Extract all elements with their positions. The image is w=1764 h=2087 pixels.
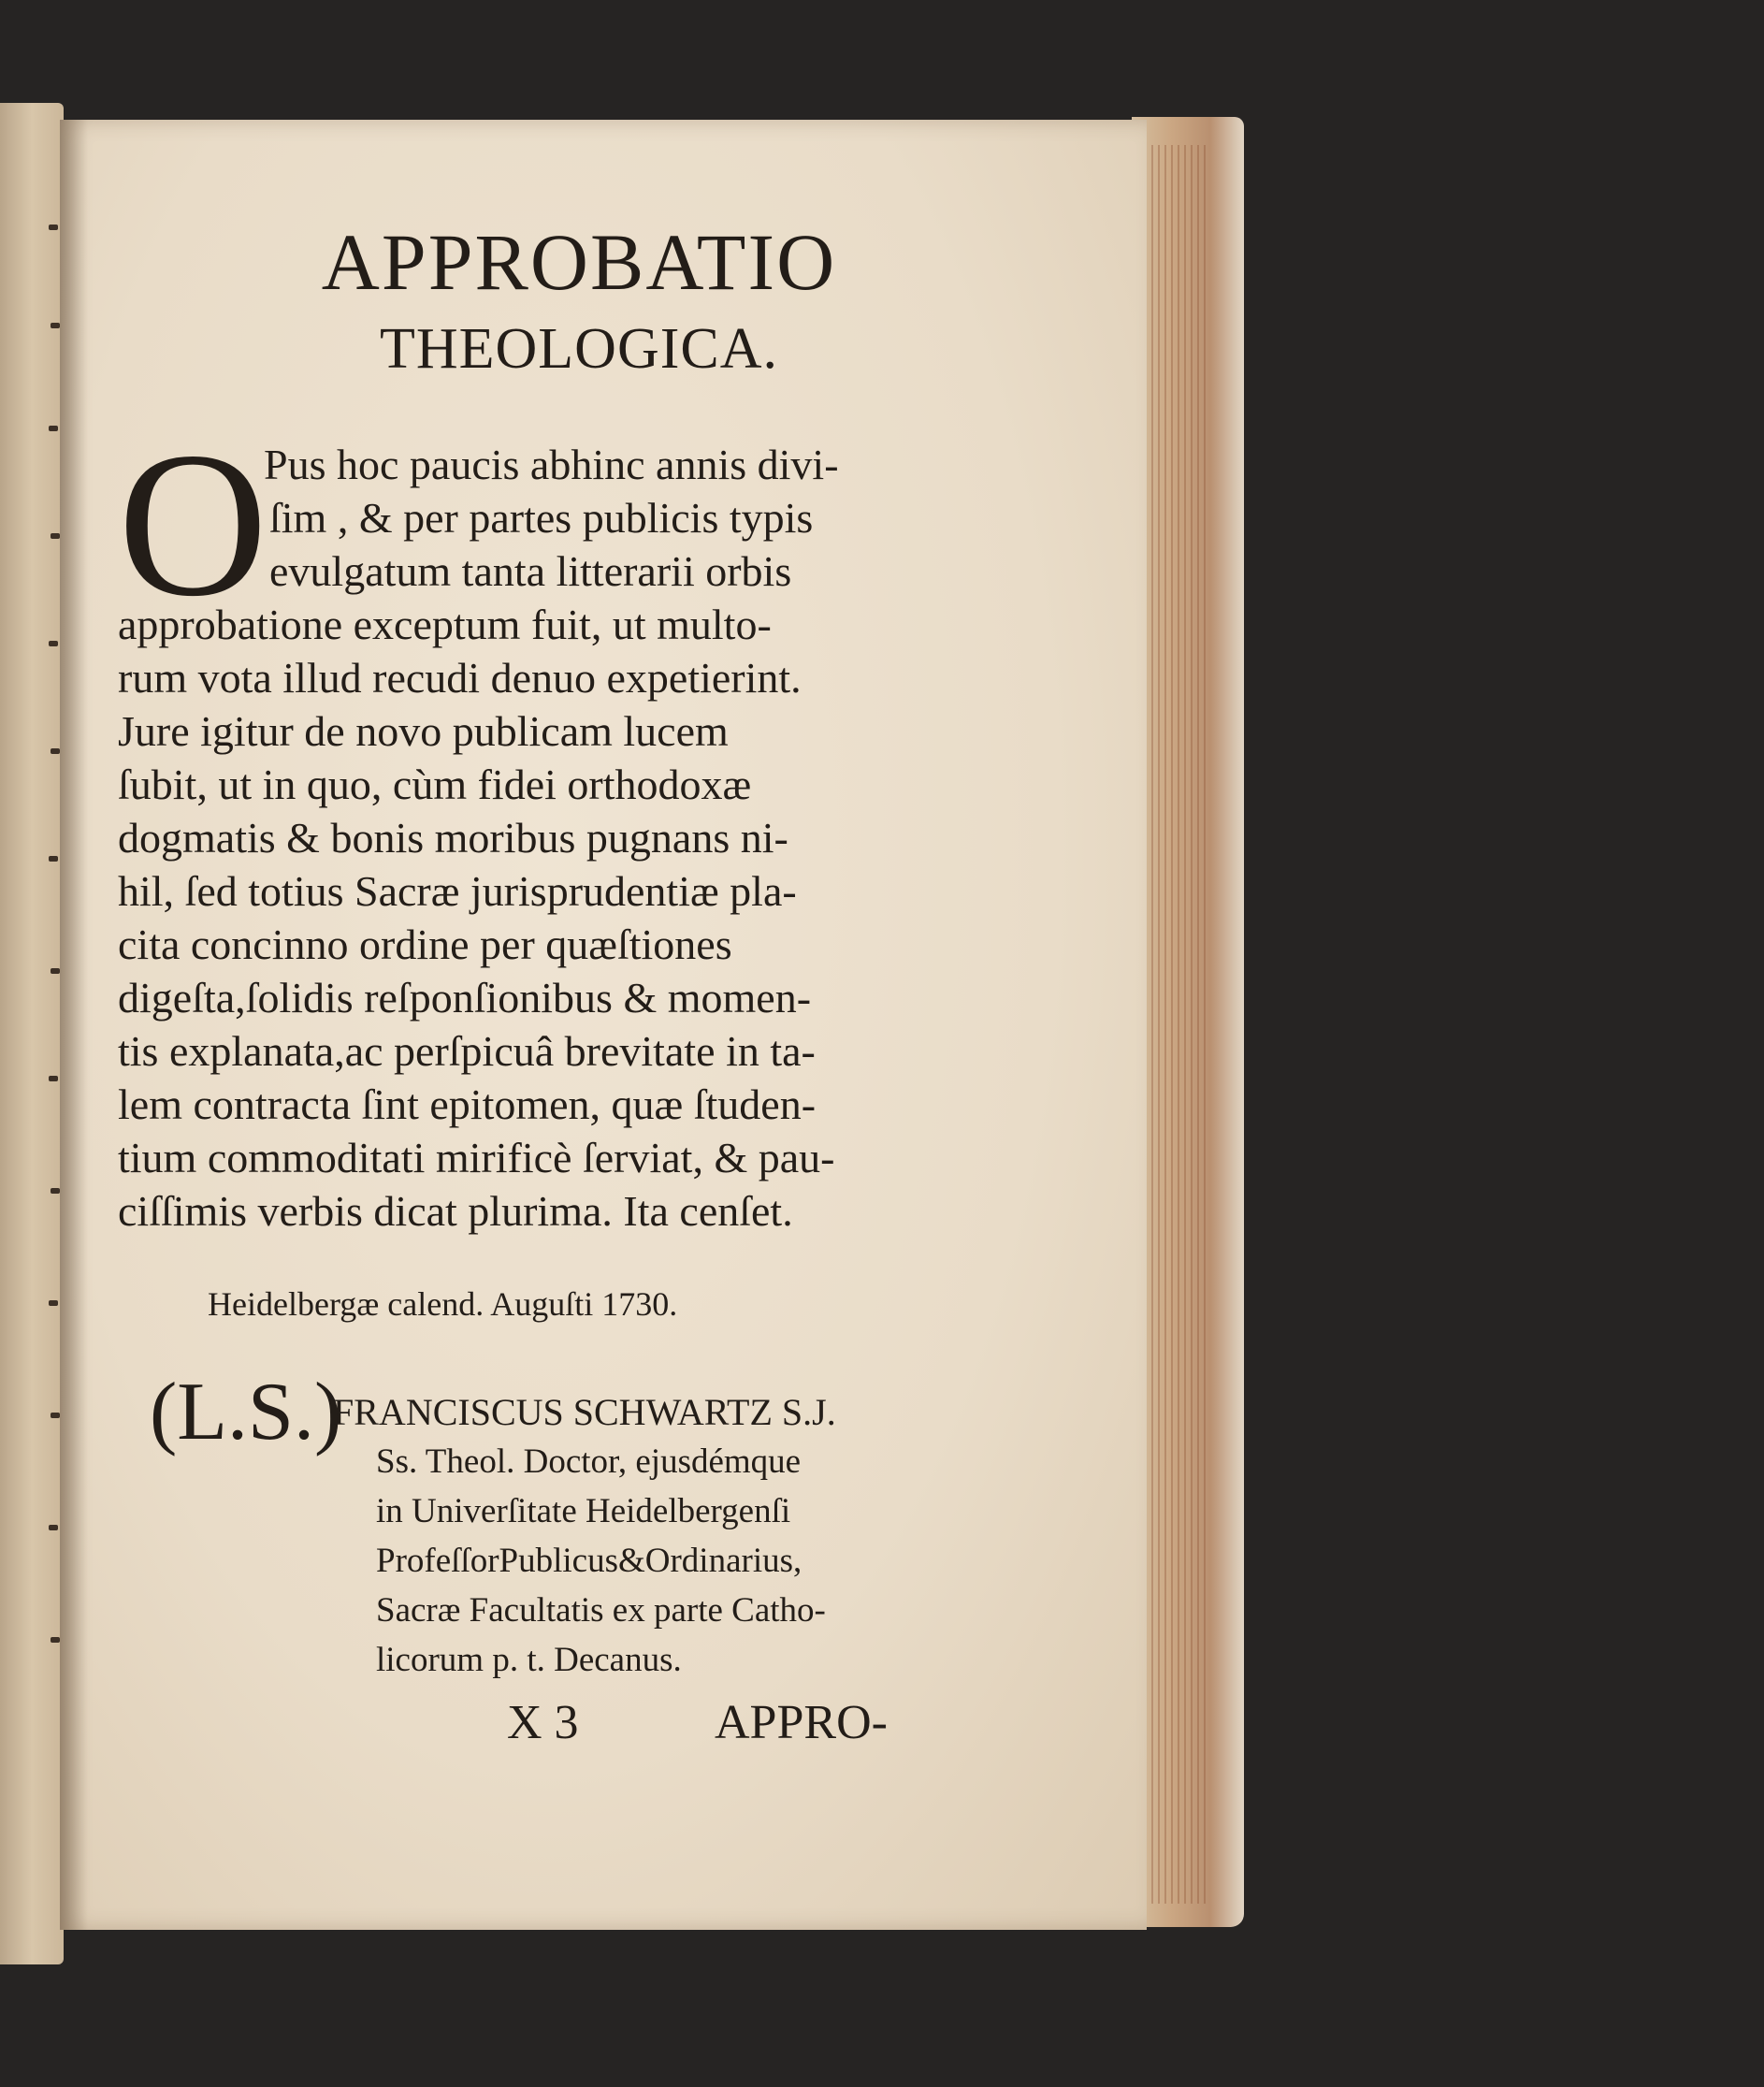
left-page-ink-mark — [51, 1188, 60, 1194]
signature-line: Ss. Theol. Doctor, ejusdémque — [376, 1442, 802, 1481]
body-line: hil, ſed totius Sacræ jurisprudentiæ pla- — [118, 867, 797, 915]
page-heading: APPROBATIO — [321, 217, 837, 307]
left-page-ink-mark — [49, 1300, 58, 1306]
drop-cap: O — [118, 410, 268, 640]
book-page — [60, 120, 1147, 1930]
left-page-ink-mark — [49, 856, 58, 862]
body-line: tis explanata,ac perſpicuâ brevitate in ta- — [118, 1027, 816, 1075]
left-page-ink-mark — [51, 1637, 60, 1643]
left-page-ink-mark — [51, 533, 60, 539]
signatory-name: FRANCISCUS SCHWARTZ S.J. — [333, 1391, 836, 1433]
left-page-ink-mark — [49, 225, 58, 230]
body-line: dogmatis & bonis moribus pugnans ni- — [118, 814, 788, 862]
date-line: Heidelbergæ calend. Auguſti 1730. — [208, 1285, 678, 1323]
body-line: lem contracta ſint epitomen, quæ ſtuden- — [118, 1080, 817, 1128]
left-page-ink-mark — [49, 426, 58, 431]
body-line: Jure igitur de novo publicam lucem — [118, 707, 729, 755]
body-line: tium commoditati mirificè ſerviat, & pau- — [118, 1134, 835, 1181]
signature-mark: X 3 — [507, 1696, 579, 1749]
body-line: digeſta,ſolidis reſponſionibus & momen- — [118, 974, 812, 1022]
body-line: rum vota illud recudi denuo expetierint. — [118, 654, 802, 702]
catchword: APPRO- — [715, 1696, 888, 1749]
left-page-ink-mark — [49, 641, 58, 646]
signature-line: in Univerſitate Heidelbergenſi — [376, 1492, 791, 1530]
left-page-ink-mark — [51, 968, 60, 974]
body-line: evulgatum tanta litterarii orbis — [269, 547, 792, 595]
page-subheading: THEOLOGICA. — [380, 317, 778, 381]
body-line: ſim , & per partes publicis typis — [269, 494, 814, 542]
signature-line: licorum p. t. Decanus. — [376, 1641, 682, 1679]
body-line: ciſſimis verbis dicat plurima. Ita cenſet. — [118, 1187, 793, 1235]
left-page-ink-mark — [51, 748, 60, 754]
left-page-ink-mark — [49, 1076, 58, 1081]
left-page-ink-mark — [51, 1413, 60, 1418]
body-line: cita concinno ordine per quæſtiones — [118, 920, 732, 968]
signature-line: Sacræ Facultatis ex parte Catho- — [376, 1591, 826, 1630]
page-edge-lines — [1145, 145, 1210, 1904]
gutter-shadow — [60, 120, 88, 1930]
left-page-ink-mark — [49, 1525, 58, 1530]
signature-line: ProfeſſorPublicus&Ordinarius, — [376, 1542, 802, 1580]
left-facing-page — [0, 103, 64, 1964]
body-line: Pus hoc paucis abhinc annis divi- — [264, 441, 839, 488]
seal-mark: (L.S.) — [150, 1367, 342, 1457]
body-line: ſubit, ut in quo, cùm fidei orthodoxæ — [118, 761, 752, 808]
left-page-ink-mark — [51, 323, 60, 328]
body-line: approbatione exceptum fuit, ut multo- — [118, 601, 772, 648]
